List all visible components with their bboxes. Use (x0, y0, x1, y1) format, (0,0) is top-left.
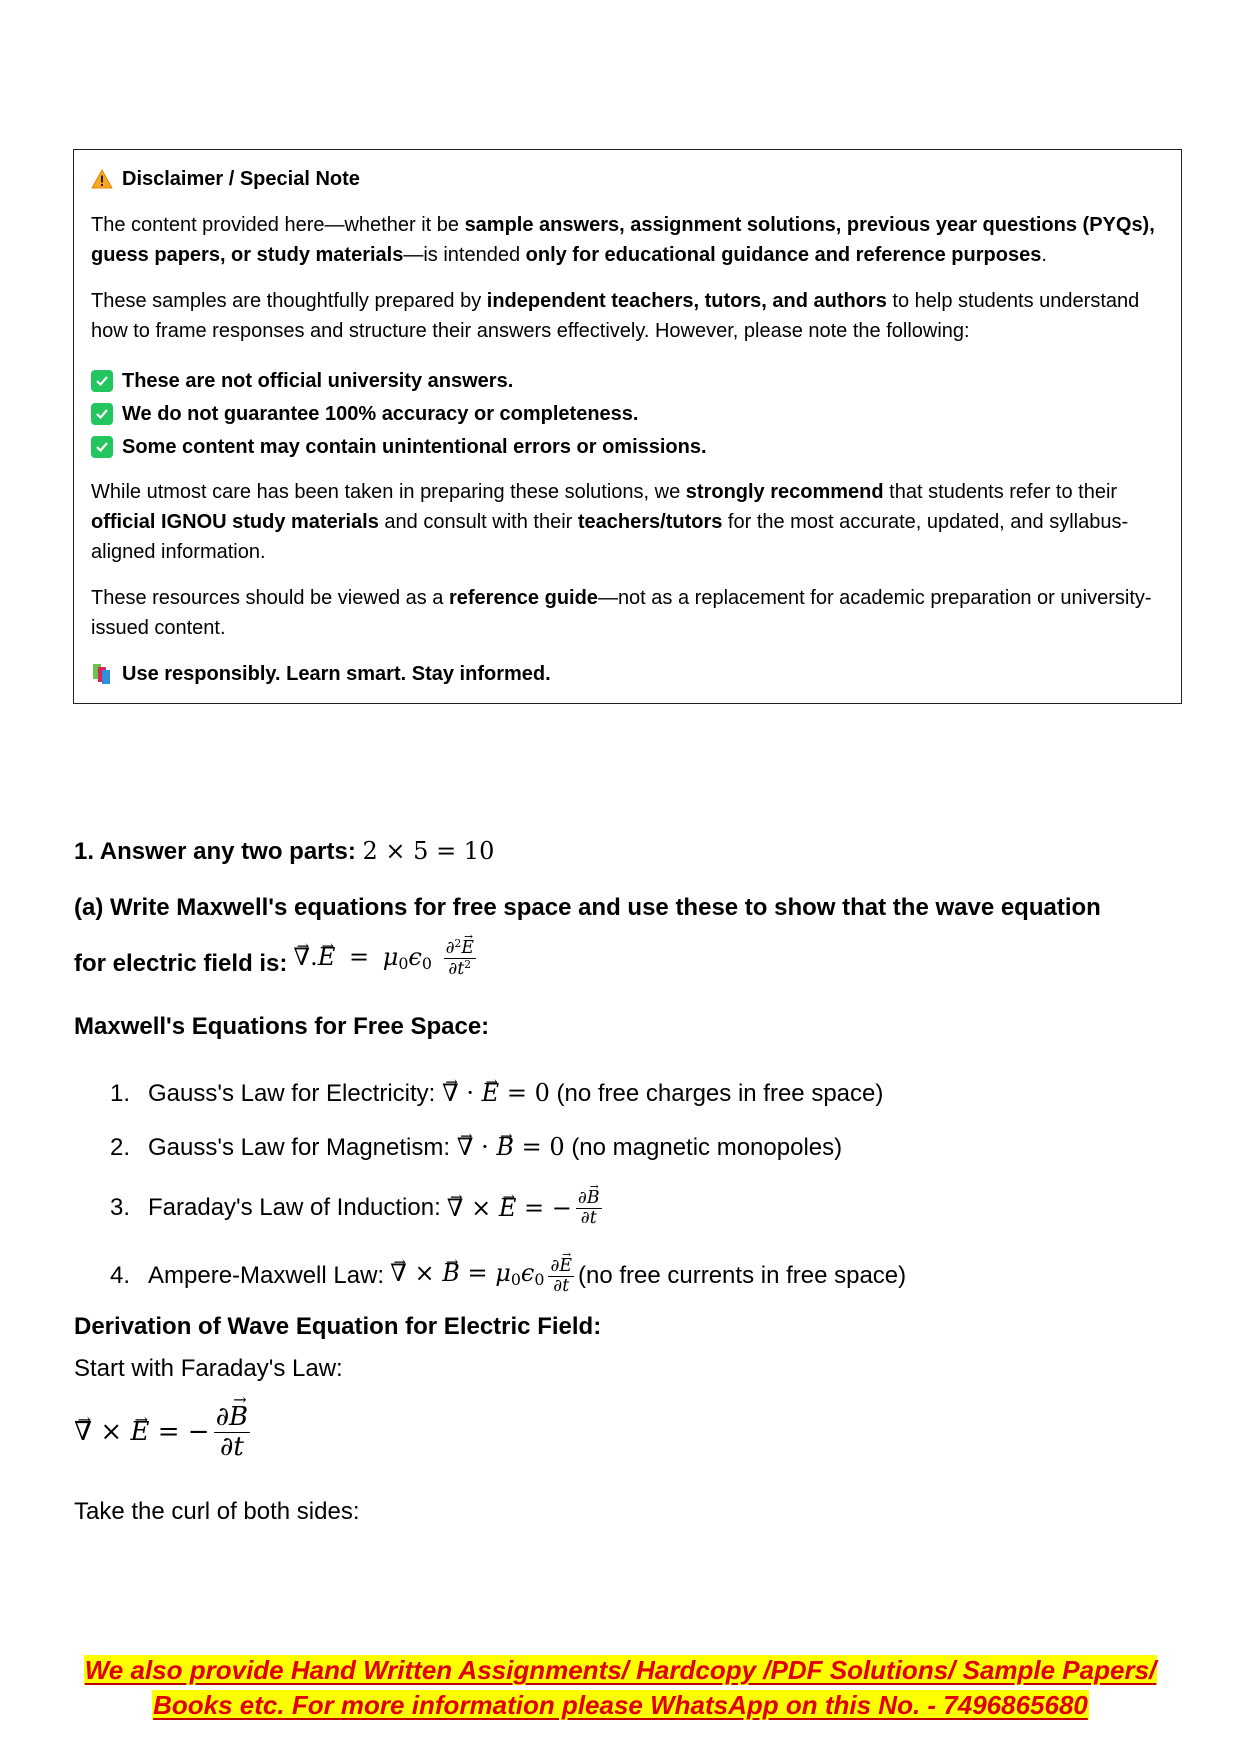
maxwell-item-gauss-magnetic: 2. Gauss's Law for Magnetism: → ∇ · → B = 0 (no magnetic monopoles) (110, 1130, 842, 1165)
disclaimer-title: Disclaimer / Special Note (91, 164, 1164, 194)
disclaimer-footer: Use responsibly. Learn smart. Stay informed. (91, 659, 1164, 689)
checklist-item: These are not official university answers. (91, 364, 1164, 397)
question-heading: 1. Answer any two parts: 2 × 5 = 10 (74, 837, 495, 865)
check-box-icon (91, 403, 113, 425)
derivation-heading: Derivation of Wave Equation for Electric Field: (74, 1313, 602, 1340)
disclaimer-box (73, 149, 1182, 704)
derivation-next-text: Take the curl of both sides: (74, 1498, 360, 1525)
marks-formula: 2 × 5 = 10 (362, 837, 495, 865)
maxwell-item-ampere-maxwell: 4. Ampere-Maxwell Law: → ∇ × → $B = \mu_0\epsilon_0$ $\frac{\partial\to E}{\partial t}$ (no free currents in free space) (110, 1242, 906, 1310)
warning-icon (91, 169, 113, 189)
books-icon (91, 663, 113, 685)
faraday-equation-display: → ∇ × → E = − $\frac{\partial\to B}{\partial t}$ (74, 1392, 254, 1472)
disclaimer-paragraph-3: While utmost care has been taken in preparing these solutions, we strongly recommend that students refer to their official IGNOU study materials and consult with their teachers/tutors for the most accurate, updated, and syllabus-aligned information. (91, 481, 1129, 563)
derivation-start-text: Start with Faraday's Law: (74, 1355, 343, 1382)
checklist-item: We do not guarantee 100% accuracy or completeness. (91, 397, 1164, 430)
maxwell-section-heading: Maxwell's Equations for Free Space: (74, 1013, 490, 1040)
check-box-icon (91, 436, 113, 458)
part-a-prompt-line-1: (a) Write Maxwell's equations for free space and use these to show that the wave equation (74, 894, 1101, 921)
disclaimer-checklist (91, 364, 1164, 463)
disclaimer-paragraph-4: These resources should be viewed as a reference guide—not as a replacement for academic preparation or university-issued content. (91, 587, 1152, 639)
wave-equation: → ∇.→ $E = \mu_0\epsilon_0$ $\frac{\partial^2\to E}{\partial t^2}$ (293, 938, 480, 981)
promo-line-2: Books etc. For more information please WhatsApp on this No. - 7496865680 (153, 1690, 1088, 1720)
maxwell-item-gauss-electric: 1. Gauss's Law for Electricity: → ∇ · → E = 0 (no free charges in free space) (110, 1076, 883, 1111)
disclaimer-paragraph-1: The content provided here—whether it be sample answers, assignment solutions, previous year questions (PYQs), guess papers, or study materials—is intended only for educational guidance and reference purposes. (91, 214, 1155, 266)
promo-line-1: We also provide Hand Written Assignments/ Hardcopy /PDF Solutions/ Sample Papers/ (84, 1655, 1157, 1685)
check-box-icon (91, 370, 113, 392)
maxwell-item-faraday: 3. Faraday's Law of Induction: → ∇ × → E = − $\frac{\partial\to B}{\partial t}$ (110, 1173, 606, 1243)
disclaimer-paragraph-2: These samples are thoughtfully prepared by independent teachers, tutors, and authors to help students understand how to frame responses and structure their answers effectively. However, please note the following: (91, 290, 1140, 342)
part-a-prompt-line-2: for electric field is: → ∇.→ $E = \mu_0\epsilon_0$ $\frac{\partial^2\to E}{\partial t^2}$ (74, 938, 480, 981)
checklist-item: Some content may contain unintentional errors or omissions. (91, 430, 1164, 463)
